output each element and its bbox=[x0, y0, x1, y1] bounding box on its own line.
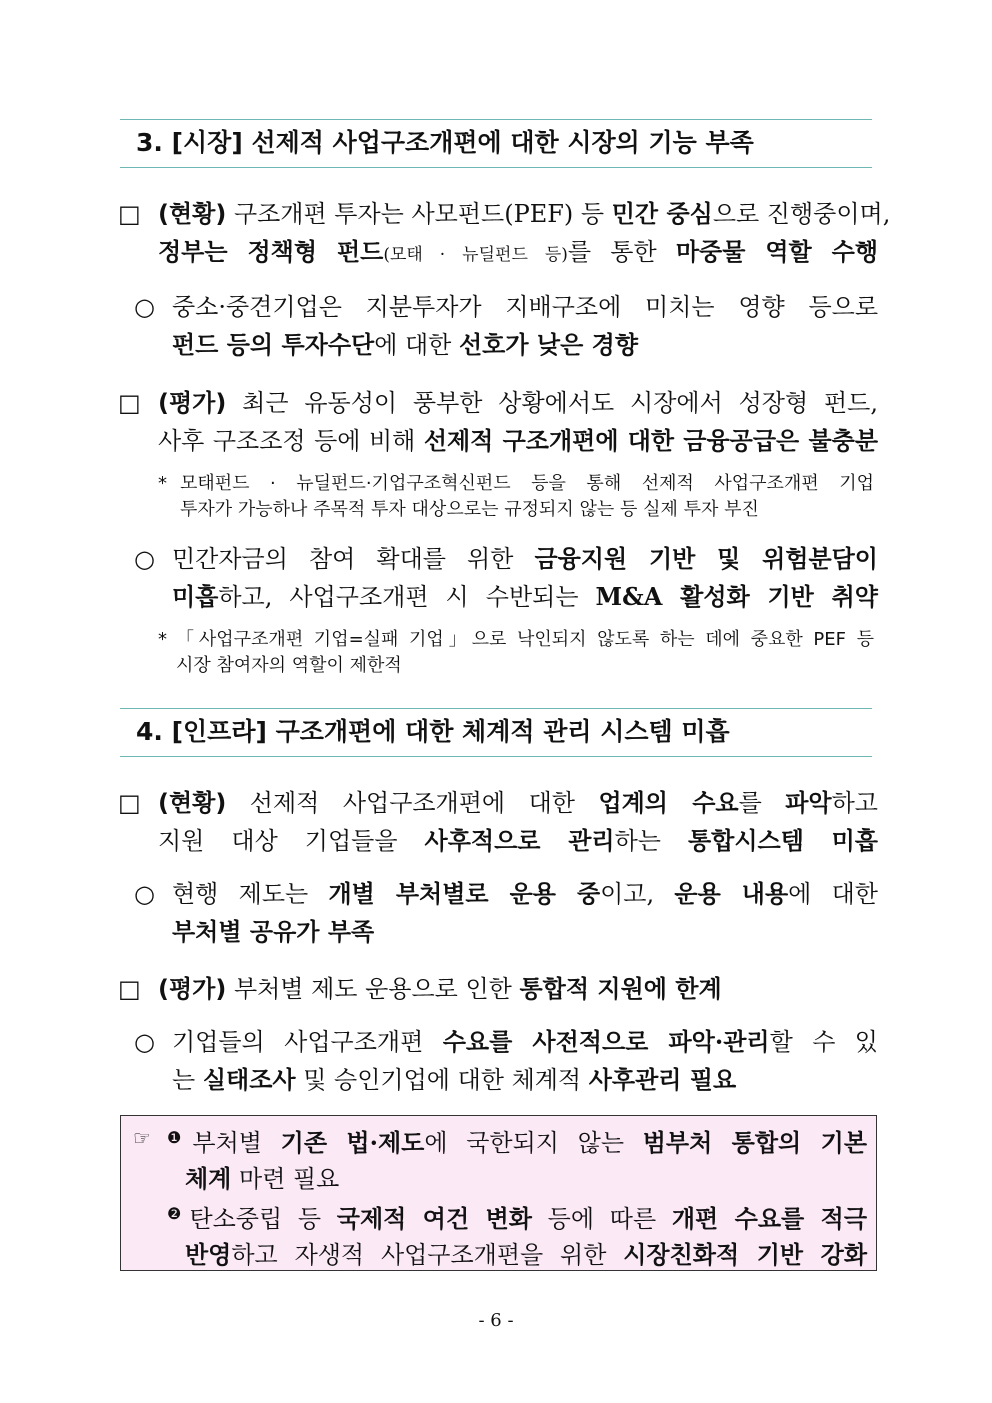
line: 민간자금의 참여 확대를 위한 금융지원 기반 및 위험분담이 bbox=[172, 544, 878, 573]
circle-bullet: ○ bbox=[134, 1028, 155, 1056]
section-4-title: 4. [인프라] 구조개편에 대한 체계적 관리 시스템 미흡 bbox=[120, 708, 872, 757]
section-3-title: 3. [시장] 선제적 사업구조개편에 대한 시장의 기능 부족 bbox=[120, 119, 872, 168]
line: 현행 제도는 개별 부처별로 운용 중이고, 운용 내용에 대한 bbox=[172, 879, 878, 908]
section-4-status-paragraph bbox=[118, 784, 878, 860]
square-bullet: □ bbox=[118, 200, 141, 228]
page-number: - 6 - bbox=[478, 1310, 514, 1331]
line: $^❷$탄소중립 등 국제적 여건 변화 등에 따른 개편 수요를 적극 bbox=[167, 1204, 868, 1233]
square-bullet: □ bbox=[118, 975, 141, 1003]
section-3-evaluation-paragraph bbox=[118, 384, 878, 460]
line: 기업들의 사업구조개편 수요를 사전적으로 파악·관리할 수 있 bbox=[172, 1027, 878, 1056]
line: 「사업구조개편 기업=실패 기업」으로 낙인되지 않도록 하는 데에 중요한 PEF 등 bbox=[176, 629, 874, 650]
pointing-hand-icon: ☞ bbox=[133, 1126, 151, 1150]
square-bullet: □ bbox=[118, 389, 141, 417]
square-bullet: □ bbox=[118, 789, 141, 817]
circled-number-2-icon: ❷ bbox=[167, 1204, 190, 1223]
section-3-status-sub-paragraph bbox=[134, 288, 878, 364]
section-3-status-paragraph bbox=[118, 195, 891, 274]
summary-item-1 bbox=[167, 1120, 867, 1197]
line: (평가) 최근 유동성이 풍부한 상황에서도 시장에서 성장형 펀드, bbox=[158, 389, 878, 417]
line: 사후 구조조정 등에 비해 선제적 구조개편에 대한 금융공급은 불충분 bbox=[158, 426, 878, 455]
line: 정부는 정책형 펀드(모태 · 뉴딜펀드 등)를 통한 마중물 역할 수행 bbox=[158, 237, 879, 266]
line: 부처별 공유가 부족 bbox=[172, 917, 375, 946]
line: 체계 마련 필요 bbox=[185, 1164, 340, 1193]
section-4-evaluation-sub-paragraph bbox=[134, 1023, 878, 1099]
circled-number-1-icon: ❶ bbox=[167, 1128, 193, 1147]
asterisk-marker: * bbox=[158, 473, 167, 494]
line: (현황) 구조개편 투자는 사모펀드(PEF) 등 민간 중심으로 진행중이며, bbox=[158, 199, 891, 228]
section-4-evaluation-paragraph bbox=[118, 970, 878, 1008]
line: 는 실태조사 및 승인기업에 대한 체계적 사후관리 필요 bbox=[172, 1065, 737, 1094]
line: 펀드 등의 투자수단에 대한 선호가 낮은 경향 bbox=[172, 330, 638, 359]
line: 투자가 가능하나 주목적 투자 대상으로는 규정되지 않는 등 실제 투자 부진 bbox=[180, 499, 759, 520]
section-3-note-2 bbox=[158, 627, 874, 679]
line: 지원 대상 기업들을 사후적으로 관리하는 통합시스템 미흡 bbox=[158, 826, 878, 855]
line: 미흡하고, 사업구조개편 시 수반되는 M&A 활성화 기반 취약 bbox=[172, 582, 878, 611]
section-3-note-1 bbox=[158, 471, 874, 523]
asterisk-marker: * bbox=[158, 629, 167, 650]
line: (평가) 부처별 제도 운용으로 인한 통합적 지원에 한계 bbox=[158, 974, 722, 1003]
line: 중소·중견기업은 지분투자가 지배구조에 미치는 영향 등으로 bbox=[172, 293, 878, 321]
section-3-evaluation-sub-paragraph bbox=[134, 540, 878, 616]
line: $^❶$부처별 기존 법·제도에 국한되지 않는 범부처 통합의 기본 bbox=[167, 1128, 867, 1157]
summary-box bbox=[120, 1115, 877, 1271]
line: 반영하고 자생적 사업구조개편을 위한 시장친화적 기반 강화 bbox=[185, 1240, 868, 1269]
section-4-status-sub-paragraph bbox=[134, 875, 878, 951]
circle-bullet: ○ bbox=[134, 880, 155, 908]
line: (현황) 선제적 사업구조개편에 대한 업계의 수요를 파악하고 bbox=[158, 788, 878, 817]
summary-item-2 bbox=[167, 1196, 867, 1273]
line: 모태펀드 · 뉴딜펀드·기업구조혁신펀드 등을 통해 선제적 사업구조개편 기업 bbox=[180, 473, 874, 494]
circle-bullet: ○ bbox=[134, 545, 155, 573]
circle-bullet: ○ bbox=[134, 293, 155, 321]
line: 시장 참여자의 역할이 제한적 bbox=[176, 655, 402, 676]
